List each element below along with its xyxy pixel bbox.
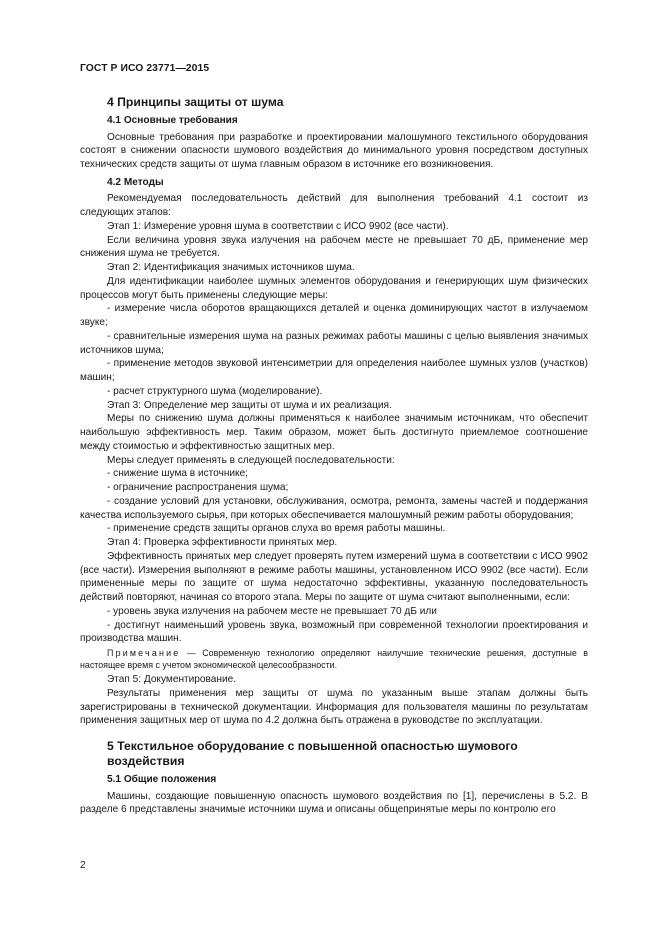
- stage-2: Этап 2: Идентификация значимых источников шума.: [107, 262, 355, 273]
- standard-code-header: ГОСТ Р ИСО 23771—2015: [80, 63, 210, 74]
- list-item: - создание условий для установки, обслуживания, осмотра, ремонта, замены частей и поддержания качества используемого сырья, при которых обеспечивается малошумный режим работы оборудования;: [80, 495, 588, 521]
- stage-5: Этап 5: Документирование.: [107, 674, 237, 685]
- stage-4: Этап 4: Проверка эффективности принятых мер.: [107, 537, 338, 548]
- stage-3: Этап 3: Определение мер защиты от шума и их реализация.: [107, 399, 392, 411]
- list-item: - применение средств защиты органов слуха во время работы машины.: [107, 523, 446, 535]
- paragraph: Если величина уровня звука излучения на рабочем месте не превышает 70 дБ, применение мер снижения шума не требуется.: [80, 234, 588, 260]
- list-item: - уровень звука излучения на рабочем месте не превышает 70 дБ или: [107, 605, 437, 617]
- list-item: - измерение числа оборотов вращающихся деталей и оценка доминирующих частот в излучаемом звуке;: [80, 303, 588, 328]
- note: [80, 647, 588, 671]
- list-item: - снижение шума в источнике;: [107, 468, 248, 480]
- paragraph: Основные требования при разработке и проектировании малошумного текстильного оборудования состоят в снижении опасности шумового воздействия до минимального уровня посредством доступных технических средств защиты от шума главным образом в источнике его возникновения.: [80, 131, 588, 170]
- paragraph: Меры следует применять в следующей последовательности:: [107, 454, 395, 466]
- section-5-heading: 5 Текстильное оборудование с повышенной опасностью шумового воздействия: [107, 739, 518, 768]
- list-item: - ограничение распространения шума;: [107, 482, 289, 493]
- list-item: - сравнительные измерения шума на разных режимах работы машины с целью выявления значимых источников шума;: [80, 330, 588, 356]
- subsection-4-1-heading: 4.1 Основные требования: [107, 115, 238, 126]
- paragraph: Эффективность принятых мер следует проверять путем измерений шума в соответствии с ИСО 9902 (все части). Измерения выполняют в режиме работы машины, установленном ИСО 9902 (все части). Если примененные меры по защите от шума недостаточно эффективны, указанную последовательность действий повторяют, начиная со второго этапа. Меры по защите от шума считают выполненными, если:: [80, 550, 588, 603]
- page-content: [80, 89, 588, 817]
- list-item: - расчет структурного шума (моделирование).: [107, 385, 323, 397]
- subsection-5-1-heading: 5.1 Общие положения: [107, 774, 217, 785]
- paragraph: Результаты применения мер защиты от шума по указанным выше этапам должны быть зарегистрированы в технической документации. Информация для пользователя машины по результатам применения защитных мер от шума по 4.2 должна быть отражена в руководстве по эксплуатации.: [80, 687, 588, 727]
- note-label: Примечание: [107, 648, 181, 658]
- paragraph: Рекомендуемая последовательность действий для выполнения требований 4.1 состоит из следующих этапов:: [80, 193, 588, 218]
- paragraph: Меры по снижению шума должны применяться к наиболее значимым источникам, что обеспечит наибольшую эффективность мер. Таким образом, может быть достигнуто приемлемое соотношение между стоимостью и эффективностью защитных мер.: [80, 413, 588, 452]
- list-item: - достигнут наименьший уровень звука, возможный при современной технологии проектирования и производства машин.: [80, 619, 588, 645]
- paragraph: Для идентификации наиболее шумных элементов оборудования и генерирующих шум физических процессов могут быть применены следующие меры:: [80, 275, 588, 301]
- subsection-4-2-heading: 4.2 Методы: [107, 176, 164, 188]
- page-number: 2: [80, 860, 86, 871]
- stage-1: Этап 1: Измерение уровня шума в соответствии с ИСО 9902 (все части).: [107, 220, 449, 232]
- section-4-heading: 4 Принципы защиты от шума: [107, 95, 284, 109]
- list-item: - применение методов звуковой интенсиметрии для определения наиболее шумных узлов (участков) машин;: [80, 358, 588, 383]
- paragraph: Машины, создающие повышенную опасность шумового воздействия по [1], перечислены в 5.2. В разделе 6 представлены значимые источники шума и описаны общепринятые меры по контролю его: [80, 790, 588, 816]
- note-text: — Современную технологию определяют наилучшие технические решения, доступные в настоящее время с учетом экономической целесообразности.: [80, 648, 588, 670]
